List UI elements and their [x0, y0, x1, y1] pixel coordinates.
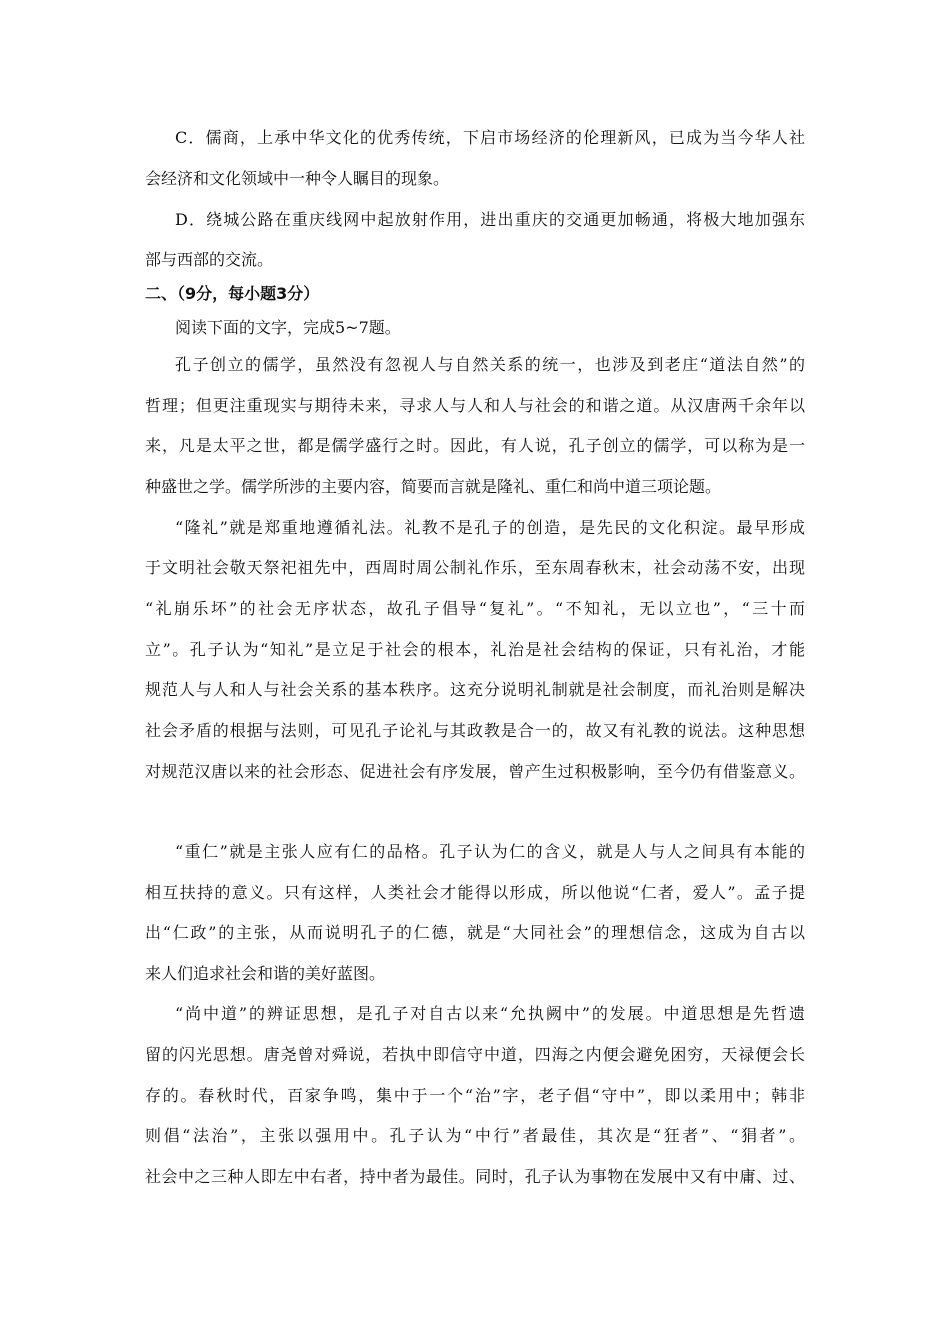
para4-line-2: 留的闪光思想。唐尧曾对舜说，若执中即信守中道，四海之内便会避免困穷，天禄便会长 — [145, 1045, 805, 1064]
para1-line-1: 孔子创立的儒学，虽然没有忽视人与自然关系的统一，也涉及到老庄“道法自然”的 — [175, 355, 805, 374]
option-d-line-2: 部与西部的交流。 — [145, 250, 274, 269]
para2-line-7: 对规范汉唐以来的社会形态、促进社会有序发展，曾产生过积极影响，至今仍有借鉴意义。 — [145, 762, 805, 781]
para4-line-5: 社会中之三种人即左中右者，持中者为最佳。同时，孔子认为事物在发展中又有中庸、过、 — [145, 1167, 805, 1186]
para1-line-3: 来，凡是太平之世，都是儒学盛行之时。因此，有人说，孔子创立的儒学，可以称为是一 — [145, 436, 805, 455]
option-d-line-1: D．绕城公路在重庆线网中起放射作用，进出重庆的交通更加畅通，将极大地加强东 — [175, 210, 805, 229]
option-c-line-1: C．儒商，上承中华文化的优秀传统，下启市场经济的伦理新风，已成为当今华人社 — [175, 128, 805, 147]
para4-line-4: 则倡“法治”，主张以强用中。孔子认为“中行”者最佳，其次是“狂者”、“狷者”。 — [145, 1126, 805, 1145]
para1-line-2: 哲理；但更注重现实与期待未来，寻求人与人和人与社会的和谐之道。从汉唐两千余年以 — [145, 396, 805, 415]
para2-line-5: 规范人与人和人与社会关系的基本秩序。这充分说明礼制就是社会制度，而礼治则是解决 — [145, 680, 805, 699]
para4-line-1: “尚中道”的辨证思想，是孔子对自古以来“允执阙中”的发展。中道思想是先哲遗 — [175, 1004, 805, 1023]
para2-line-6: 社会矛盾的根据与法则，可见孔子论礼与其政教是合一的，故又有礼教的说法。这种思想 — [145, 721, 805, 740]
para2-line-3: “礼崩乐坏”的社会无序状态，故孔子倡导“复礼”。“不知礼，无以立也”，“三十而 — [145, 599, 805, 618]
para3-line-2: 相互扶持的意义。只有这样，人类社会才能得以形成，所以他说“仁者，爱人”。孟子提 — [145, 883, 805, 902]
para3-line-1: “重仁”就是主张人应有仁的品格。孔子认为仁的含义，就是人与人之间具有本能的 — [175, 842, 805, 861]
para2-line-4: 立”。孔子认为“知礼”是立足于社会的根本，礼治是社会结构的保证，只有礼治，才能 — [145, 640, 805, 659]
para1-line-4: 种盛世之学。儒学所涉的主要内容，简要而言就是隆礼、重仁和尚中道三项论题。 — [145, 477, 722, 496]
reading-instruction: 阅读下面的文字，完成5~7题。 — [175, 318, 401, 337]
para4-line-3: 存的。春秋时代，百家争鸣，集中于一个“治”字，老子倡“守中”，即以柔用中；韩非 — [145, 1086, 805, 1105]
para2-line-1: “隆礼”就是郑重地遵循礼法。礼教不是孔子的创造，是先民的文化积淀。最早形成 — [175, 518, 805, 537]
para3-line-3: 出“仁政”的主张，从而说明孔子的仁德，就是“大同社会”的理想信念，这成为自古以 — [145, 923, 805, 942]
section-heading: 二、（9分，每小题3分） — [145, 284, 320, 303]
para3-line-4: 来人们追求社会和谐的美好蓝图。 — [145, 964, 386, 983]
option-c-line-2: 会经济和文化领域中一种令人瞩目的现象。 — [145, 169, 450, 188]
para2-line-2: 于文明社会敬天祭祀祖先中，西周时周公制礼作乐，至东周春秋末，社会动荡不安，出现 — [145, 558, 805, 577]
